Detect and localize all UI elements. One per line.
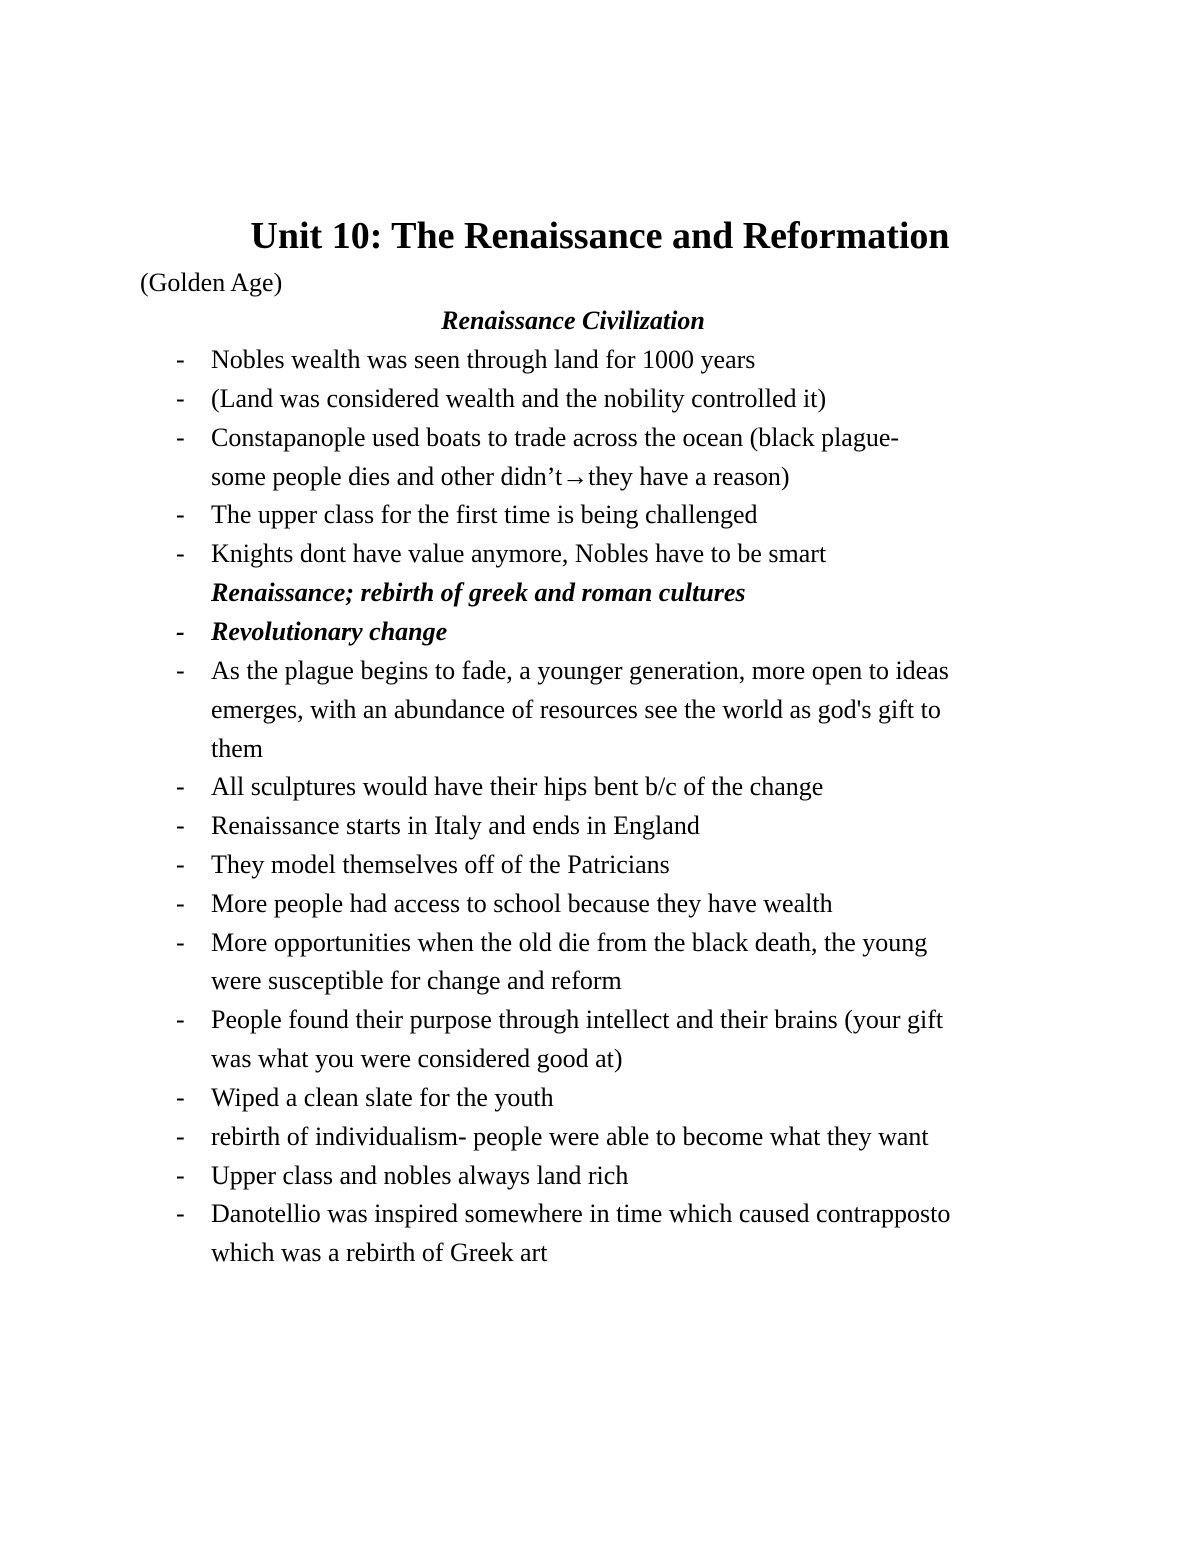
bullet-dash: - — [176, 539, 185, 568]
bullet-dash: - — [176, 384, 185, 413]
list-item-text: (Land was considered wealth and the nobility controlled it) — [211, 384, 827, 413]
list-item-text: Renaissance starts in Italy and ends in England — [211, 811, 700, 840]
bullet-dash: - — [176, 617, 185, 646]
bullet-dash: - — [176, 772, 185, 801]
list-item-text: which was a rebirth of Greek art — [211, 1238, 548, 1267]
list-item-text: Danotellio was inspired somewhere in time which caused contrapposto — [211, 1199, 951, 1228]
bullet-dash: - — [176, 889, 185, 918]
section-heading: Renaissance Civilization — [441, 306, 705, 335]
bullet-dash: - — [176, 1161, 185, 1190]
list-item-text: People found their purpose through intellect and their brains (your gift — [211, 1005, 944, 1034]
list-item-text: All sculptures would have their hips bent b/c of the change — [211, 772, 824, 801]
list-item-text: emerges, with an abundance of resources see the world as god's gift to — [211, 695, 941, 724]
list-item-text: The upper class for the first time is being challenged — [211, 500, 758, 529]
bullet-dash: - — [176, 1005, 185, 1034]
list-item-text: Constapanople used boats to trade across the ocean (black plague- — [211, 423, 900, 452]
bullet-dash: - — [176, 1199, 185, 1228]
page-subtitle: (Golden Age) — [140, 268, 283, 297]
page-title: Unit 10: The Renaissance and Reformation — [250, 215, 950, 257]
bullet-dash: - — [176, 850, 185, 879]
bullet-dash: - — [176, 928, 185, 957]
list-item-text: them — [211, 734, 263, 763]
bullet-dash: - — [176, 423, 185, 452]
list-item-text: Knights dont have value anymore, Nobles have to be smart — [211, 539, 827, 568]
bullet-dash: - — [176, 1122, 185, 1151]
emphasis-text: Renaissance; rebirth of greek and roman cultures — [211, 578, 746, 607]
list-item-text: Wiped a clean slate for the youth — [211, 1083, 554, 1112]
bullet-dash: - — [176, 345, 185, 374]
bullet-dash: - — [176, 656, 185, 685]
list-item-text: They model themselves off of the Patricians — [211, 850, 670, 879]
list-item-text: was what you were considered good at) — [211, 1044, 623, 1073]
list-item-text: some people dies and other didn’t→they have a reason) — [211, 462, 790, 491]
list-item-text: As the plague begins to fade, a younger generation, more open to ideas — [211, 656, 949, 685]
list-item-text: rebirth of individualism- people were able to become what they want — [211, 1122, 929, 1151]
list-item-text: More opportunities when the old die from the black death, the young — [211, 928, 928, 957]
list-item-text: Nobles wealth was seen through land for 1000 years — [211, 345, 756, 374]
bullet-dash: - — [176, 500, 185, 529]
list-item-text: More people had access to school because they have wealth — [211, 889, 833, 918]
bullet-dash: - — [176, 811, 185, 840]
list-item-text: Upper class and nobles always land rich — [211, 1161, 629, 1190]
list-item-text: were susceptible for change and reform — [211, 966, 622, 995]
bullet-dash: - — [176, 1083, 185, 1112]
list-item-text: Revolutionary change — [211, 617, 448, 646]
